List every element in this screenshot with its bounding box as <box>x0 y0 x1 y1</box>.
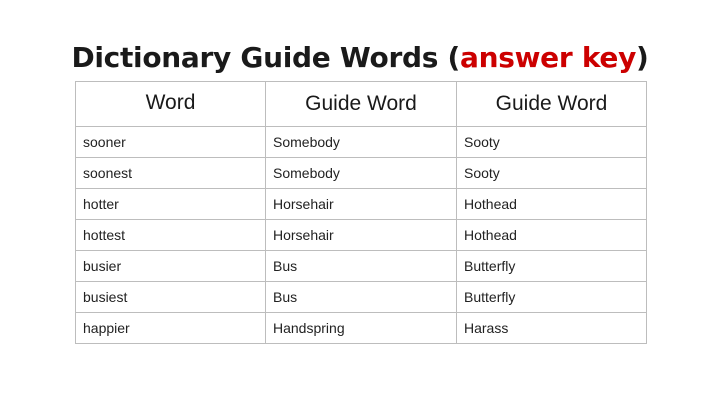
word-cell: hottest <box>76 220 266 251</box>
title-prefix: Dictionary Guide Words ( <box>71 41 461 74</box>
table-row <box>76 158 647 189</box>
table-row <box>76 220 647 251</box>
guide-word-last-cell: Hothead <box>457 189 647 220</box>
header-word: Word <box>76 82 266 127</box>
guide-word-first-cell: Somebody <box>266 127 457 158</box>
table-row <box>76 282 647 313</box>
word-cell: soonest <box>76 158 266 189</box>
guide-word-last-cell: Harass <box>457 313 647 344</box>
guide-word-first-cell: Bus <box>266 282 457 313</box>
page-title <box>0 38 720 78</box>
answer-key-table <box>75 81 647 344</box>
guide-word-last-cell: Sooty <box>457 158 647 189</box>
table-row <box>76 127 647 158</box>
word-cell: happier <box>76 313 266 344</box>
word-cell: sooner <box>76 127 266 158</box>
guide-word-first-cell: Horsehair <box>266 220 457 251</box>
word-cell: busiest <box>76 282 266 313</box>
header-guide-word-2: Guide Word <box>457 82 647 127</box>
guide-word-last-cell: Butterfly <box>457 251 647 282</box>
title-highlight: answer key <box>460 41 637 74</box>
table-row <box>76 251 647 282</box>
word-cell: hotter <box>76 189 266 220</box>
word-cell: busier <box>76 251 266 282</box>
guide-word-first-cell: Bus <box>266 251 457 282</box>
guide-word-last-cell: Butterfly <box>457 282 647 313</box>
guide-word-last-cell: Sooty <box>457 127 647 158</box>
header-row <box>76 82 647 127</box>
guide-word-first-cell: Handspring <box>266 313 457 344</box>
title-suffix: ) <box>636 41 649 74</box>
guide-word-first-cell: Horsehair <box>266 189 457 220</box>
guide-word-last-cell: Hothead <box>457 220 647 251</box>
header-guide-word-1: Guide Word <box>266 82 457 127</box>
guide-word-first-cell: Somebody <box>266 158 457 189</box>
table-row <box>76 313 647 344</box>
table-row <box>76 189 647 220</box>
